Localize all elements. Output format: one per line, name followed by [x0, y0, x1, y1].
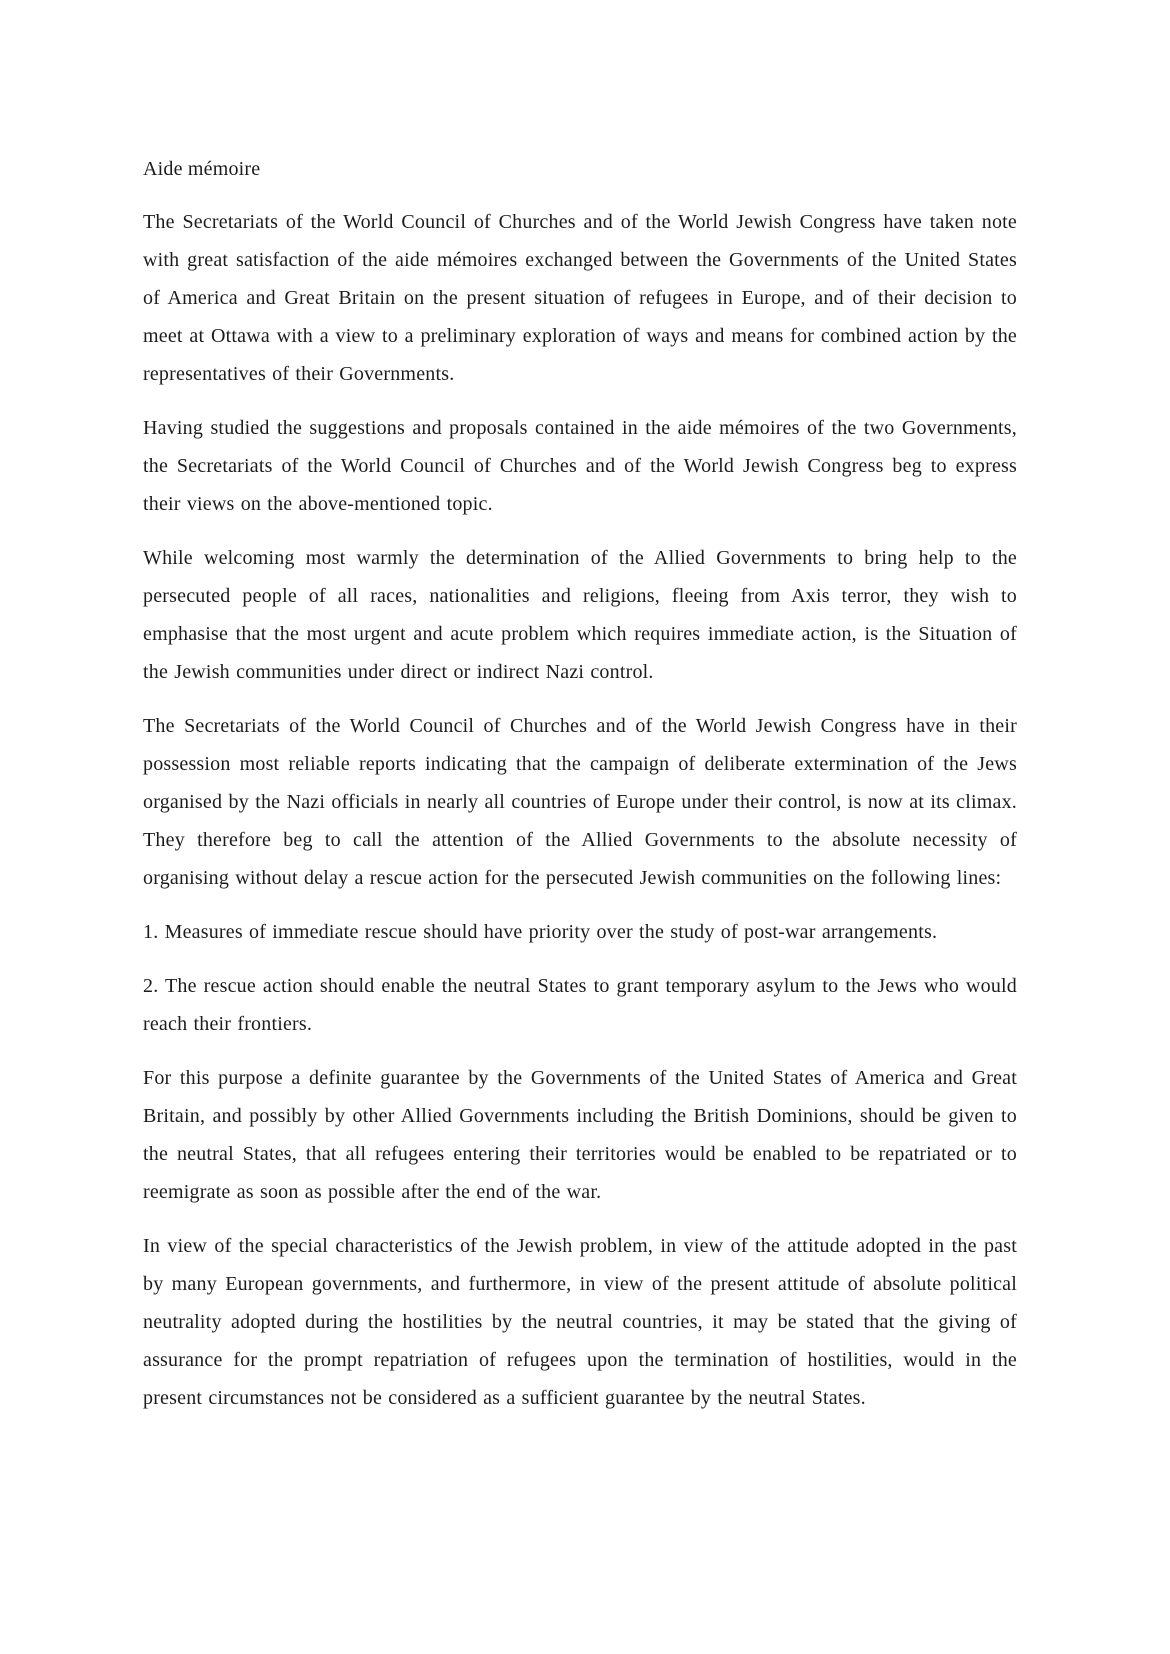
paragraph-6-numbered-item-2: 2. The rescue action should enable the neutral States to grant temporary asylum to the Jews who would reach their frontiers. — [143, 975, 1017, 1035]
paragraph-3: While welcoming most warmly the determination of the Allied Governments to bring help to the persecuted people of all races, nationalities and religions, fleeing from Axis terror, they wish to emphasise that the most urgent and acute problem which requires immediate action, is the Situation of the Jewish communities under direct or indirect Nazi control. — [143, 547, 1017, 683]
document-title: Aide mémoire — [143, 158, 261, 180]
paragraph-4: The Secretariats of the World Council of Churches and of the World Jewish Congress have in their possession most reliable reports indicating that the campaign of deliberate extermination of the Jews organised by the Nazi officials in nearly all countries of Europe under their control, is now at its climax. They therefore beg to call the attention of the Allied Governments to the absolute necessity of organising without delay a rescue action for the persecuted Jewish communities on the following lines: — [143, 715, 1017, 889]
paragraph-1: The Secretariats of the World Council of Churches and of the World Jewish Congress have taken note with great satisfaction of the aide mémoires exchanged between the Governments of the United States of America and Great Britain on the present situation of refugees in Europe, and of their decision to meet at Ottawa with a view to a preliminary exploration of ways and means for combined action by the representatives of their Governments. — [143, 211, 1017, 385]
paragraph-7: For this purpose a definite guarantee by the Governments of the United States of America and Great Britain, and possibly by other Allied Governments including the British Dominions, should be given to the neutral States, that all refugees entering their territories would be enabled to be repatriated or to reemigrate as soon as possible after the end of the war. — [143, 1067, 1017, 1203]
paragraph-2: Having studied the suggestions and proposals contained in the aide mémoires of the two Governments, the Secretariats of the World Council of Churches and of the World Jewish Congress beg to express their views on the above-mentioned topic. — [143, 417, 1017, 515]
paragraph-5-numbered-item-1: 1. Measures of immediate rescue should have priority over the study of post-war arrangements. — [143, 921, 938, 943]
paragraph-8: In view of the special characteristics of the Jewish problem, in view of the attitude adopted in the past by many European governments, and furthermore, in view of the present attitude of absolute political neutrality adopted during the hostilities by the neutral countries, it may be stated that the giving of assurance for the prompt repatriation of refugees upon the termination of hostilities, would in the present circumstances not be considered as a sufficient guarantee by the neutral States. — [143, 1235, 1017, 1409]
